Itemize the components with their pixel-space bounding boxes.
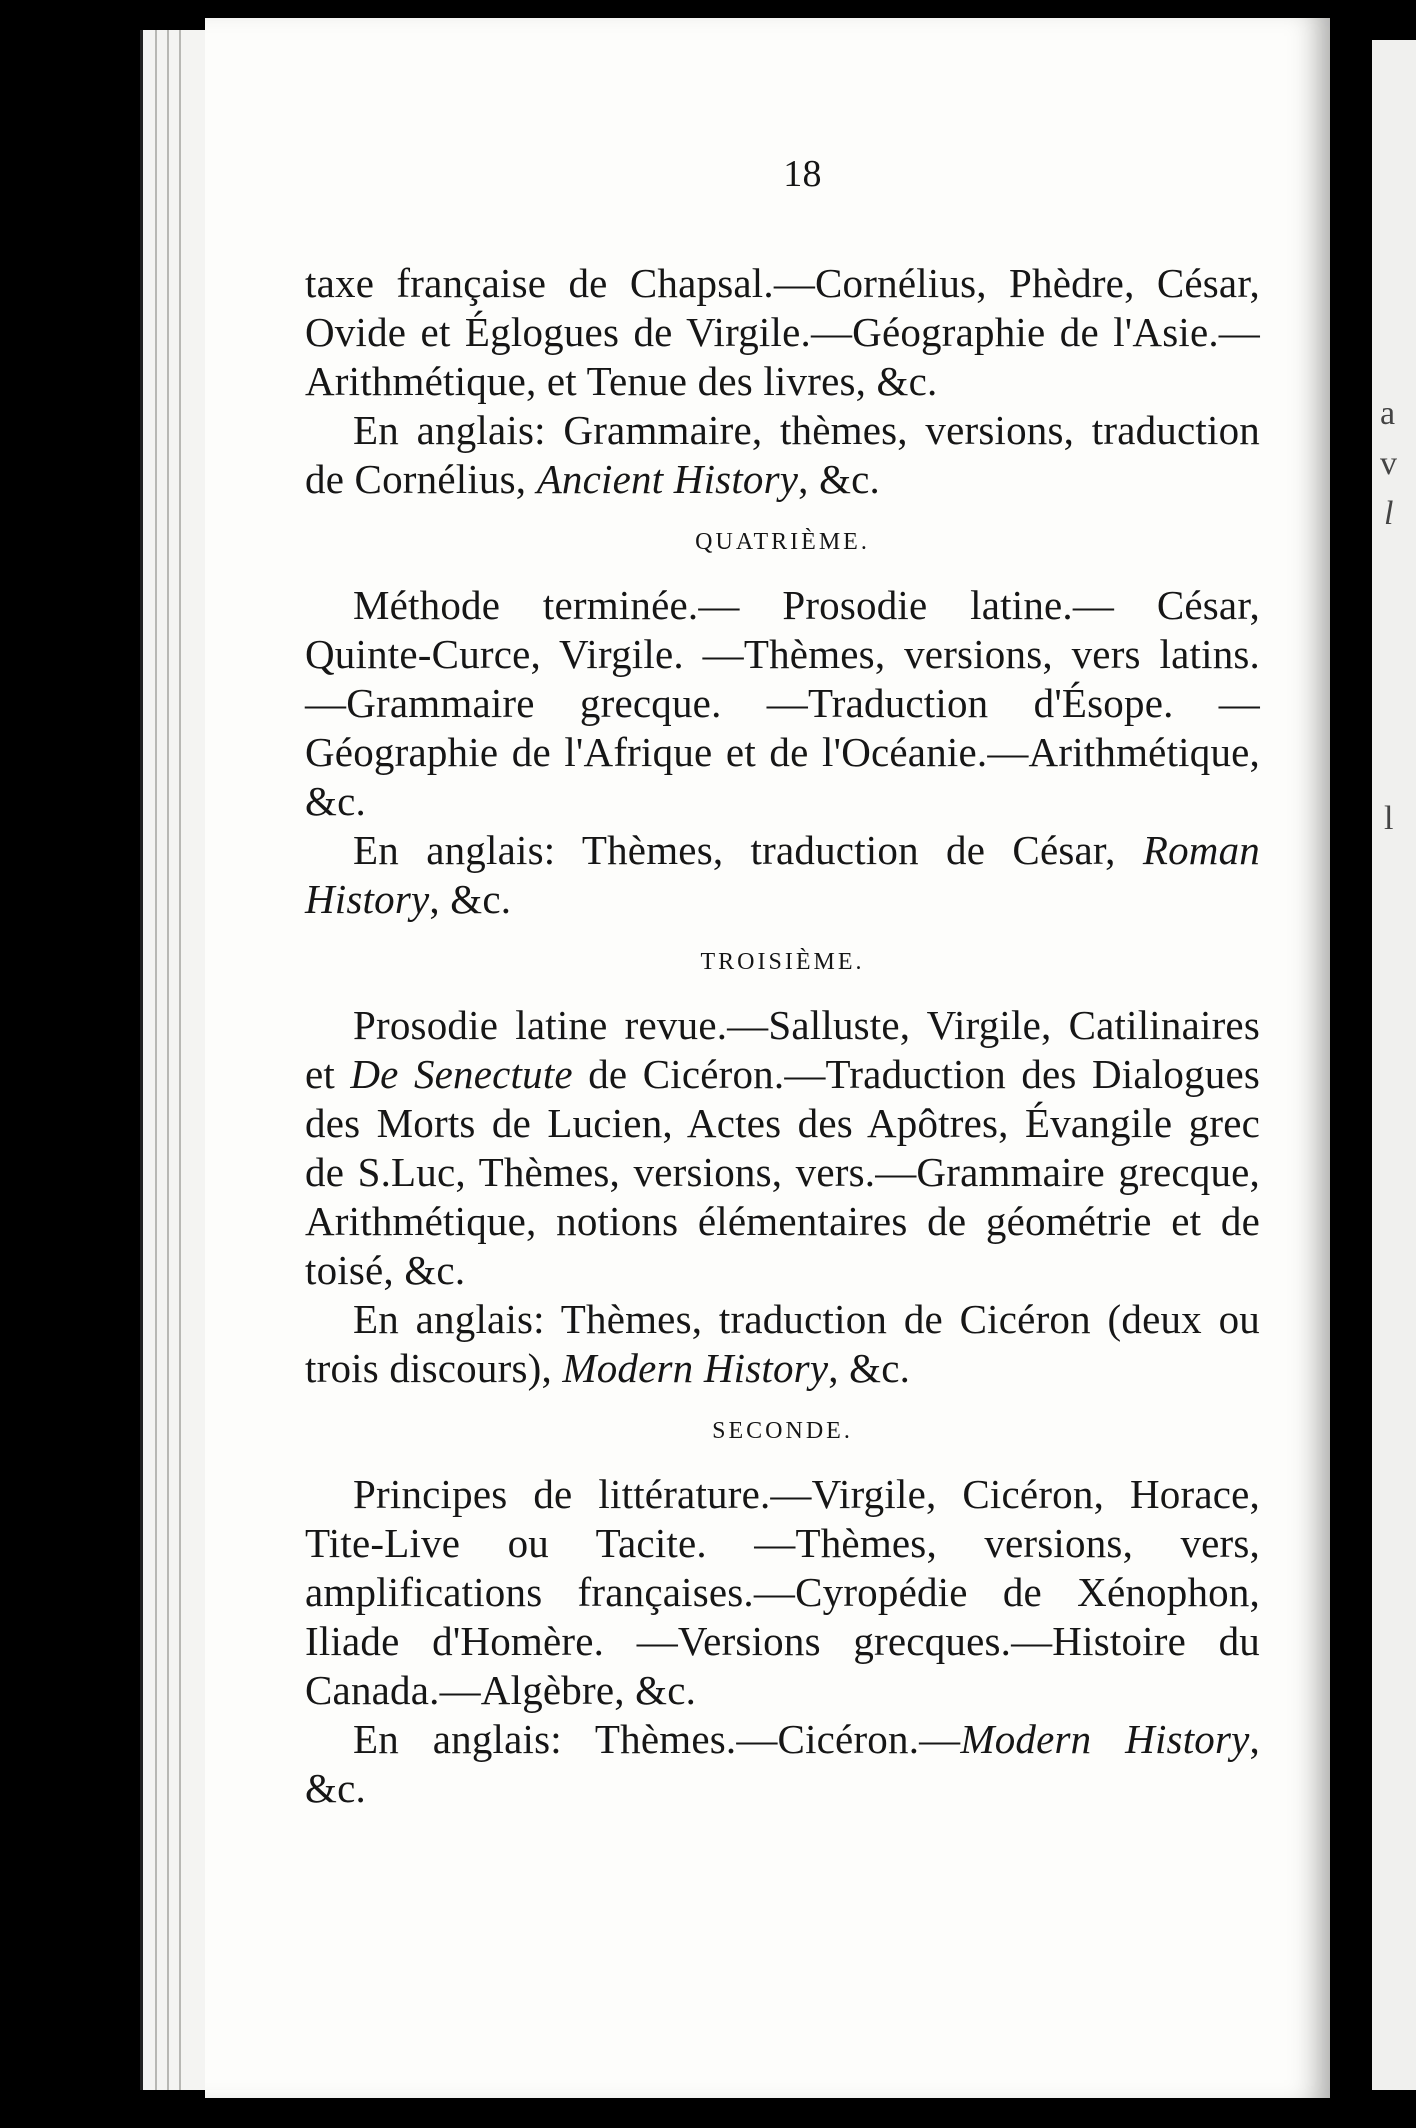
- page-text-block: [305, 150, 1260, 1813]
- section-heading-seconde: SECONDE.: [712, 1418, 853, 1444]
- paragraph: Prosodie latine revue.—Salluste, Virgile, Catilinaires et De Senectute de Cicéron.—Traduction des Dialogues des Morts de Lucien, Actes des Apôtres, Évangile grec de S.Luc, Thèmes, versions, vers.—Grammaire grecque, Arithmétique, notions élémentaires de géométrie et de toisé, &c.: [305, 1002, 1261, 1293]
- paragraph: taxe française de Chapsal.—Cornélius, Phèdre, César, Ovide et Églogues de Virgile.—Géographie de l'Asie.—Arithmétique, et Tenue des livres, &c.: [305, 260, 1260, 404]
- page-number: 18: [783, 153, 822, 195]
- paragraph-english-curriculum: En anglais: Thèmes, traduction de César, Roman History, &c.: [305, 827, 1260, 922]
- paragraph-english-curriculum: En anglais: Grammaire, thèmes, versions, traduction de Cornélius, Ancient History, &c.: [305, 407, 1260, 502]
- paragraph: Méthode terminée.— Prosodie latine.— César, Quinte-Curce, Virgile. —Thèmes, versions, vers latins. —Grammaire grecque. —Traduction d'Ésope. —Géographie de l'Afrique et de l'Océanie.—Arithmétique, &c.: [305, 582, 1260, 824]
- section-heading-troisieme: TROISIÈME.: [700, 949, 865, 975]
- facing-page-fragment: a: [1380, 395, 1396, 432]
- facing-page-fragment: l: [1384, 800, 1394, 837]
- paragraph-english-curriculum: En anglais: Thèmes.—Cicéron.—Modern History, &c.: [305, 1716, 1260, 1811]
- paragraph: Principes de littérature.—Virgile, Cicéron, Horace, Tite-Live ou Tacite. —Thèmes, versions, vers, amplifications françaises.—Cyropédie de Xénophon, Iliade d'Homère. —Versions grecques.—Histoire du Canada.—Algèbre, &c.: [305, 1471, 1260, 1713]
- facing-page-fragment: l: [1384, 495, 1394, 532]
- facing-page-strip: [1372, 40, 1416, 2090]
- paragraph-english-curriculum: En anglais: Thèmes, traduction de Cicéron (deux ou trois discours), Modern History, &c.: [305, 1296, 1260, 1391]
- section-heading-quatrieme: QUATRIÈME.: [695, 529, 870, 555]
- facing-page-fragment: v: [1380, 445, 1397, 482]
- book-page-edges: [140, 30, 213, 2090]
